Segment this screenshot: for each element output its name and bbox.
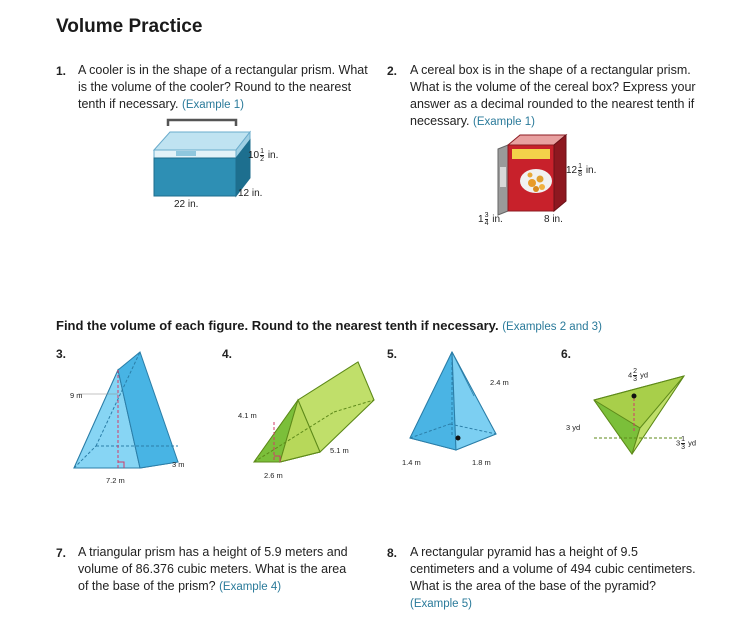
- figure-4-base-label: 2.6 m: [264, 471, 283, 480]
- cereal-box-figure: [498, 133, 568, 215]
- figure-4-triangular-prism: [250, 360, 380, 470]
- problem-8-text: [410, 544, 700, 613]
- cooler-handle: [168, 120, 236, 126]
- figure-5-width-label: 1.8 m: [472, 458, 491, 467]
- figure-6-right-label: 3 $\frac{1}{3}$ yd: [676, 436, 697, 451]
- figure-4-length-label: 5.1 m: [330, 446, 349, 455]
- problem-7-number: 7.: [56, 546, 67, 560]
- problem-1-number: 1.: [56, 64, 67, 78]
- problem-6-number: 6.: [561, 347, 572, 361]
- cereal-depth-label: 1 $\frac{3}{4}$ in.: [478, 212, 503, 227]
- problem-7-example-link[interactable]: (Example 4): [219, 581, 282, 593]
- problem-7-question: A triangular prism has a height of 5.9 meters and volume of 86.376 cubic meters. What is the area of the base of the prism?: [78, 545, 348, 593]
- figure-3-triangular-prism: [68, 350, 188, 475]
- cooler-width-label: 22 in.: [174, 199, 199, 210]
- figure-5-base-label: 1.4 m: [402, 458, 421, 467]
- problem-4-number: 4.: [222, 347, 233, 361]
- figure-5-height-label: 2.4 m: [490, 378, 509, 387]
- problem-5-number: 5.: [387, 347, 398, 361]
- problem-7-text: [78, 544, 360, 596]
- problem-1-question: A cooler is in the shape of a rectangular prism. What is the volume of the cooler? Round to the nearest tenth if necessary.: [78, 63, 368, 111]
- cooler-lid: [154, 132, 250, 150]
- figure-6-left-label: 3 yd: [566, 423, 581, 432]
- section-instruction: Find the volume of each figure. Round to the nearest tenth if necessary.: [56, 318, 499, 333]
- problem-2-number: 2.: [387, 64, 398, 78]
- figure-3-height-label: 9 m: [70, 391, 83, 400]
- problem-1-example-link[interactable]: (Example 1): [182, 99, 244, 111]
- problem-8-example-link[interactable]: (Example 5): [410, 598, 472, 610]
- cereal-width-label: 8 in.: [544, 214, 563, 225]
- figure-6-top-label: 4 $\frac{2}{3}$ yd: [628, 368, 649, 383]
- page-title: Volume Practice: [56, 16, 203, 37]
- cooler-body: [154, 158, 236, 196]
- problem-2-text: [410, 62, 710, 131]
- cooler-depth-label: 12 in.: [238, 188, 263, 199]
- cereal-height-label: 12 $\frac{1}{8}$ in.: [566, 163, 597, 178]
- problem-1-text: [78, 62, 370, 114]
- figure-4-height-label: 4.1 m: [238, 411, 257, 420]
- cooler-height-label: 10 $\frac{1}{2}$ in.: [248, 148, 279, 163]
- figure-5-rectangular-pyramid: [404, 350, 504, 460]
- problem-2-question: A cereal box is in the shape of a rectangular prism. What is the volume of the cereal box? Express your answer as a decimal rounded to the nearest tenth if necessary.: [410, 63, 696, 128]
- section-heading: [56, 318, 602, 333]
- problem-2-example-link[interactable]: (Example 1): [473, 116, 535, 128]
- figure-3-base-label: 7.2 m: [106, 476, 125, 485]
- problem-8-number: 8.: [387, 546, 398, 560]
- figure-3-depth-label: 3 m: [172, 460, 185, 469]
- problem-8-question: A rectangular pyramid has a height of 9.5 centimeters and a volume of 494 cubic centimeters. What is the area of the base of the pyramid?: [410, 545, 696, 593]
- problem-3-number: 3.: [56, 347, 67, 361]
- section-example-link[interactable]: (Examples 2 and 3): [502, 321, 602, 333]
